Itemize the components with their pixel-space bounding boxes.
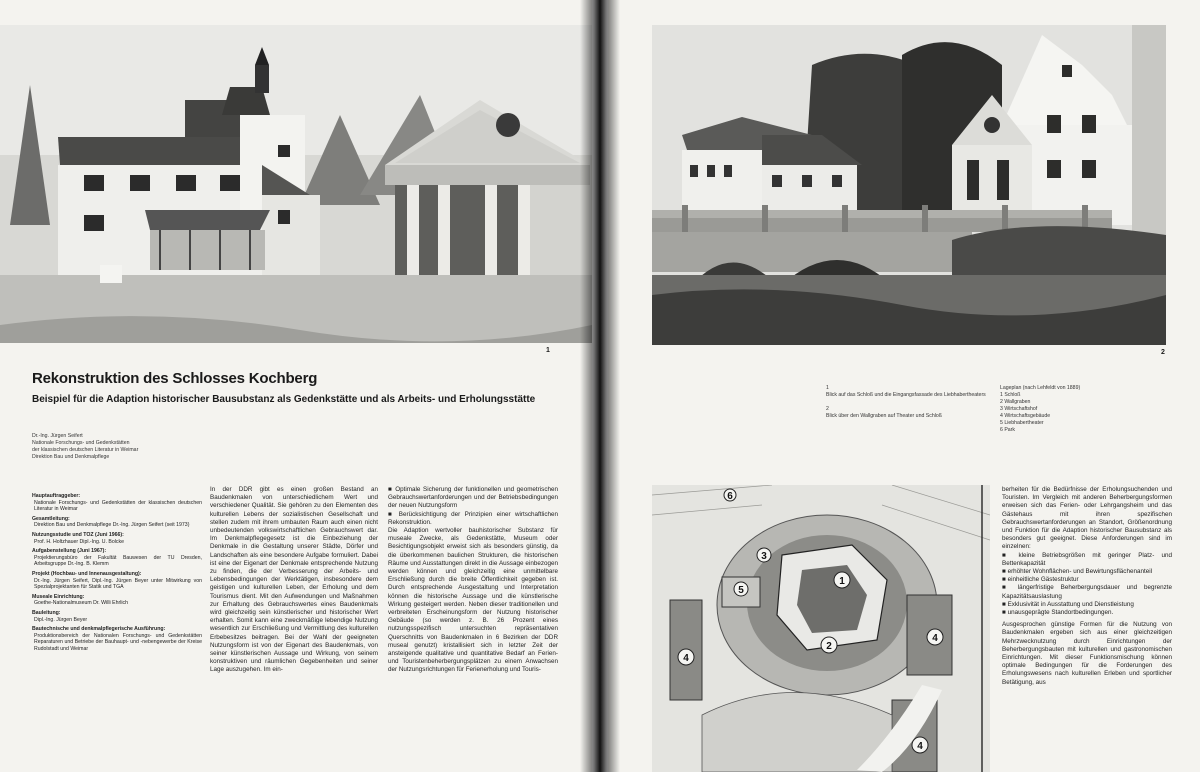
body-column-3 [1002, 486, 1172, 772]
caption-text: Blick auf das Schloß und die Eingangsfassade des Liebhabertheaters [826, 392, 986, 398]
photo-bridge-over-moat [652, 25, 1166, 345]
bullet-text: unausgeprägte Standortbedingungen. [1007, 609, 1114, 617]
credit-value: Nationale Forschungs- und Gedenkstätten der klassischen deutschen Literatur in Weimar [34, 499, 202, 513]
plan-label: 2 [826, 641, 832, 652]
legend-item: 4 Wirtschaftsgebäude [1000, 413, 1051, 419]
credits-column [32, 490, 202, 772]
bullet-item: ■ kleine Betriebsgrößen mit geringer Platz- und Bettenkapazität [1002, 551, 1172, 567]
plan-label: 5 [738, 585, 744, 596]
author-line: der klassischen deutschen Literatur in Weimar [32, 447, 139, 453]
legend-item: 6 Park [1000, 427, 1015, 433]
credit-value: Projektierungsbüro der Fakultät Bauwesen der TU Dresden, Arbeitsgruppe Dr.-Ing. B. Klemm [34, 554, 202, 568]
credit-heading: Bauleitung: [32, 609, 61, 616]
author-line: Direktion Bau und Denkmalpflege [32, 454, 110, 460]
bullet-text: Berücksichtigung der Prinzipien einer wirtschaftlichen Rekonstruktion. [388, 510, 558, 526]
author-line: Nationale Forschungs- und Gedenkstätten [32, 440, 130, 446]
bullet-item: ■ erhöhter Wohnflächen- und Bewirtungsflächenanteil [1002, 568, 1153, 576]
legend-item: 2 Wallgraben [1000, 399, 1031, 405]
legend-item: 1 Schloß [1000, 392, 1021, 398]
bullet-text: einheitliche Gästestruktur [1007, 576, 1079, 584]
plan-label: 4 [683, 653, 689, 664]
body-paragraph: Ausgesprochen günstige Formen für die Nutzung von Baudenkmalen ergeben sich aus einer gleichzeitigen Mehrzwecknutzung durch Einrichtungen der Beherbergungsbauten mit kulturellen und gastronomischen Einrichtungen. Mit dieser Funktionsmischung können optimale Bedingungen für die Forderungen des Erholungswesens nach kulturellen Erleben und sportlicher Betätigung, aus [1002, 621, 1172, 686]
author-block [32, 433, 202, 461]
bullet-text: Optimale Sicherung der funktionellen und geometrischen Gebrauchswertanforderungen und der Betriebsbedingungen der neuen Nutzungsform [388, 486, 558, 510]
plan-label: 4 [932, 633, 938, 644]
book-gutter [580, 0, 620, 772]
plan-label: 3 [761, 551, 767, 562]
plan-label: 1 [839, 576, 845, 587]
article-subtitle: Beispiel für die Adaption historischer Bausubstanz als Gedenkstätte und als Arbeits- und Erholungsstätte [32, 394, 536, 405]
article-title: Rekonstruktion des Schlosses Kochberg [32, 370, 318, 387]
plan-label: 4 [917, 741, 923, 752]
plan-label: 6 [727, 491, 733, 502]
bullet-item: ■ Exklusivität in Ausstattung und Dienstleistung [1002, 600, 1134, 608]
credit-value: Produktionsbereich der Nationalen Forschungs- und Gedenkstätten Reparaturen und Betriebe der Bauhaupt- und -nebengewerbe der Kreise Rudolstadt und Weimar [34, 632, 202, 652]
photo-castle-and-theater [0, 25, 592, 343]
body-column-2 [388, 486, 558, 772]
credit-heading: Projekt (Hochbau- und Innenausgestaltung): [32, 570, 142, 577]
credit-heading: Nutzungsstudie und TOZ (Juni 1966): [32, 531, 124, 538]
caption-text: Blick über den Wallgraben auf Theater und Schloß [826, 413, 942, 419]
bullet-item: ■ unausgeprägte Standortbedingungen. [1002, 609, 1114, 617]
figure-captions [826, 385, 991, 420]
credit-heading: Gesamtleitung: [32, 515, 70, 522]
credit-value: Prof. H. Holtzhauer Dipl.-Ing. U. Bolcke [34, 538, 124, 545]
credit-heading: Hauptauftraggeber: [32, 493, 81, 499]
credit-heading: Aufgabenstellung (Juni 1967): [32, 548, 107, 555]
bullet-text: erhöhter Wohnflächen- und Bewirtungsflächenanteil [1007, 568, 1153, 576]
legend-item: 3 Wirtschaftshof [1000, 406, 1038, 412]
site-plan-legend [1000, 385, 1170, 434]
figure-number: 1 [546, 347, 550, 354]
figure-number: 2 [1161, 349, 1165, 356]
credit-heading: Museale Einrichtung: [32, 593, 85, 600]
body-column-1 [210, 486, 378, 772]
caption-number: 1 [826, 385, 829, 391]
body-paragraph: berheiten für die Bedürfnisse der Erholungsuchenden und Touristen. Im Vergleich mit anderen Beherbergungsformen erweisen sich das Ferien- oder Lehrgangsheim und das Gästehaus mit ihren spezifischen Gebrauchswertanforderungen an Standort, Größenordnung und Funktion für die Adaption historischer Bausubstanz als besonders gut geeignet. Diese Anforderungen sind im einzelnen: [1002, 486, 1172, 551]
credit-value: Goethe-Nationalmuseum Dr. Willi Ehrlich [34, 600, 128, 607]
legend-item: 5 Liebhabertheater [1000, 420, 1044, 426]
credit-value: Dipl.-Ing. Jürgen Beyer [34, 616, 88, 623]
bullet-text: kleine Betriebsgrößen mit geringer Platz- und Bettenkapazität [1002, 551, 1172, 567]
left-page [0, 0, 592, 772]
legend-title: Lageplan (nach Lehfeldt von 1889) [1000, 385, 1081, 391]
bullet-item: ■ längerfristige Beherbergungsdauer und begrenzte Kapazitätsauslastung [1002, 584, 1172, 600]
bullet-text: längerfristige Beherbergungsdauer und begrenzte Kapazitätsauslastung [1002, 584, 1172, 600]
caption-number: 2 [826, 406, 829, 412]
bullet-text: Exklusivität in Ausstattung und Dienstleistung [1007, 600, 1134, 608]
bullet-item: ■ Berücksichtigung der Prinzipien einer wirtschaftlichen Rekonstruktion. [388, 510, 558, 526]
credit-heading: Bautechnische und denkmalpflegerische Ausführung: [32, 626, 166, 633]
site-plan-drawing [652, 485, 990, 772]
right-page [608, 0, 1200, 772]
bullet-item: ■ Optimale Sicherung der funktionellen und geometrischen Gebrauchswertanforderungen und der Betriebsbedingungen der neuen Nutzungsform [388, 486, 558, 510]
credit-value: Direktion Bau und Denkmalpflege Dr.-Ing. Jürgen Seifert (seit 1973) [34, 522, 190, 529]
author-line: Dr.-Ing. Jürgen Seifert [32, 433, 83, 439]
credit-value: Dr.-Ing. Jürgen Seifert, Dipl.-Ing. Jürgen Beyer unter Mitwirkung von Spezialprojektanten für Statik und TGA [34, 577, 202, 591]
body-paragraph: Die Adaption wertvoller bauhistorischer Substanz für museale Zwecke, als Gedenkstätte, Museum oder Besichtigungsobjekt erweist sich als besonders günstig, da die überkommenen baulichen Strukturen, die historischen Räume und Ausstattungen direkt in die Aussage einbezogen werden können und gleichzeitig eine unmittelbare Erschließung durch die breite Öffentlichkeit gegeben ist. Durch entsprechende Ausgestaltung und Interpretation können die historische Aussage und die künstlerische Wirkung gesteigert werden. Neben dieser traditionellen und verbreiteten Erscheinungsform der Nutzung historischer Gebäude (so werden z. B. 26 Prozent eines nutzungsspezifisch untersuchten repräsentativen Querschnitts von Baudenkmalen in 6 Bezirken der DDR museal genutzt) kristallisiert sich in letzter Zeit der ansteigende qualitative und quantitative Bedarf an Ferien- und Touristenbeherbergungsplätzen zu einem Anwachsen der Nutzungsrichtungen für Ferienerholung und Touris- [388, 527, 558, 674]
bullet-item: ■ einheitliche Gästestruktur [1002, 576, 1079, 584]
body-paragraph: In der DDR gibt es einen großen Bestand an Baudenkmalen von unterschiedlichem Wert und verschiedener Qualität. Sie gehören zu den Elementen des kulturellen Lebens der sozialistischen Gesellschaft und stellen zudem mit ihrem umbauten Raum auch einen nicht unbedeutenden volkswirtschaftlichen Gebrauchswert dar. Im Denkmalpflegegesetz ist die Einbeziehung der Denkmale in die Gestaltung unserer Städte, Dörfer und Landschaften als eine besondere Aufgabe formuliert. Dabei ist eine der Eigenart der Denkmale entsprechende Nutzung zu finden, die der Verbesserung der Arbeits- und Lebensbedingungen der Werktätigen, insbesondere dem geistigen und kulturellen Leben, der Erholung und dem Tourismus dient. Mit den Aufwendungen und Maßnahmen zur Erhaltung des Gebrauchswertes eines Baudenkmals wird gleichzeitig sein künstlerischer und historischer Wert erhalten. Somit kann eine zweckmäßige lebendige Nutzung wesentlich zur Erschließung und Vermittlung des kulturellen Erbebesitzes beitragen. Bei der Wahl der geeigneten Nutzungsform ist von der Eigenart des Baudenkmals, von seiner künstlerischen Aussage und Wirkung, von seinem konstruktiven und räumlichen Gegebenheiten und seiner Lage auszugehen. Im ein- [210, 486, 378, 674]
